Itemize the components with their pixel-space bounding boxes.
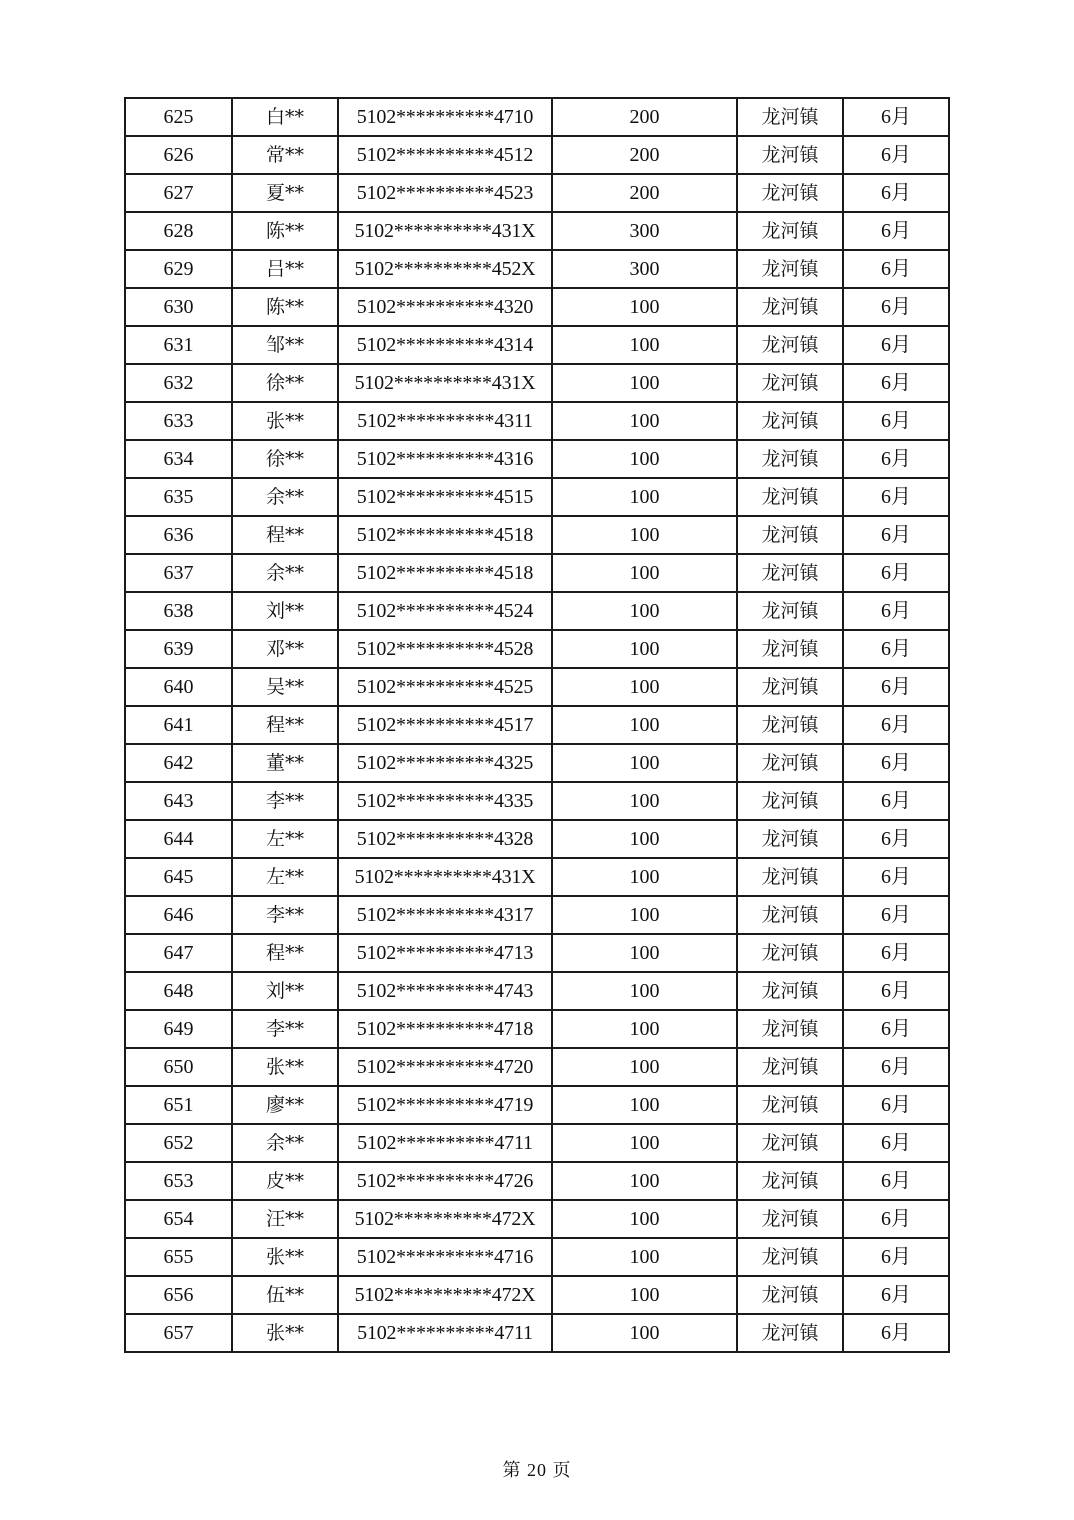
cell-month: 6月 (843, 858, 949, 896)
table-row (125, 1010, 949, 1048)
cell-town: 龙河镇 (737, 592, 843, 630)
cell-town: 龙河镇 (737, 326, 843, 364)
cell-id-number: 5102**********4311 (338, 402, 552, 440)
cell-name: 程** (232, 934, 338, 972)
cell-town: 龙河镇 (737, 782, 843, 820)
cell-town: 龙河镇 (737, 288, 843, 326)
cell-month: 6月 (843, 896, 949, 934)
cell-id-number: 5102**********4524 (338, 592, 552, 630)
cell-town: 龙河镇 (737, 554, 843, 592)
cell-amount: 100 (552, 668, 737, 706)
cell-month: 6月 (843, 630, 949, 668)
cell-name: 汪** (232, 1200, 338, 1238)
cell-amount: 100 (552, 1314, 737, 1352)
table-body (125, 98, 949, 1352)
cell-id-number: 5102**********4726 (338, 1162, 552, 1200)
cell-seq: 638 (125, 592, 232, 630)
cell-seq: 642 (125, 744, 232, 782)
cell-id-number: 5102**********4710 (338, 98, 552, 136)
cell-town: 龙河镇 (737, 1086, 843, 1124)
cell-name: 吕** (232, 250, 338, 288)
cell-id-number: 5102**********4719 (338, 1086, 552, 1124)
cell-id-number: 5102**********472X (338, 1200, 552, 1238)
cell-amount: 100 (552, 288, 737, 326)
cell-amount: 100 (552, 478, 737, 516)
cell-amount: 100 (552, 1276, 737, 1314)
cell-seq: 652 (125, 1124, 232, 1162)
cell-id-number: 5102**********4716 (338, 1238, 552, 1276)
table-row (125, 782, 949, 820)
cell-name: 伍** (232, 1276, 338, 1314)
cell-month: 6月 (843, 1086, 949, 1124)
cell-id-number: 5102**********4316 (338, 440, 552, 478)
cell-town: 龙河镇 (737, 478, 843, 516)
cell-id-number: 5102**********4711 (338, 1124, 552, 1162)
page-number: 第 20 页 (502, 1460, 572, 1480)
cell-amount: 100 (552, 744, 737, 782)
table-row (125, 98, 949, 136)
cell-name: 张** (232, 1238, 338, 1276)
cell-id-number: 5102**********4720 (338, 1048, 552, 1086)
subsidy-table (124, 97, 950, 1353)
cell-id-number: 5102**********4518 (338, 516, 552, 554)
cell-month: 6月 (843, 212, 949, 250)
cell-name: 常** (232, 136, 338, 174)
table-row (125, 744, 949, 782)
cell-month: 6月 (843, 1200, 949, 1238)
cell-id-number: 5102**********4320 (338, 288, 552, 326)
cell-month: 6月 (843, 1314, 949, 1352)
cell-name: 皮** (232, 1162, 338, 1200)
cell-id-number: 5102**********4523 (338, 174, 552, 212)
cell-town: 龙河镇 (737, 630, 843, 668)
cell-seq: 627 (125, 174, 232, 212)
cell-month: 6月 (843, 250, 949, 288)
cell-month: 6月 (843, 288, 949, 326)
cell-name: 徐** (232, 364, 338, 402)
cell-seq: 655 (125, 1238, 232, 1276)
cell-id-number: 5102**********4525 (338, 668, 552, 706)
cell-town: 龙河镇 (737, 174, 843, 212)
cell-name: 余** (232, 554, 338, 592)
cell-seq: 643 (125, 782, 232, 820)
cell-town: 龙河镇 (737, 364, 843, 402)
cell-month: 6月 (843, 934, 949, 972)
cell-name: 吴** (232, 668, 338, 706)
cell-seq: 649 (125, 1010, 232, 1048)
cell-amount: 100 (552, 1238, 737, 1276)
cell-month: 6月 (843, 554, 949, 592)
table-row (125, 706, 949, 744)
cell-seq: 630 (125, 288, 232, 326)
cell-seq: 648 (125, 972, 232, 1010)
cell-month: 6月 (843, 440, 949, 478)
table-row (125, 972, 949, 1010)
cell-seq: 641 (125, 706, 232, 744)
cell-id-number: 5102**********4317 (338, 896, 552, 934)
cell-month: 6月 (843, 98, 949, 136)
cell-id-number: 5102**********4328 (338, 820, 552, 858)
cell-seq: 650 (125, 1048, 232, 1086)
cell-seq: 640 (125, 668, 232, 706)
cell-month: 6月 (843, 516, 949, 554)
cell-month: 6月 (843, 668, 949, 706)
cell-name: 程** (232, 516, 338, 554)
cell-town: 龙河镇 (737, 820, 843, 858)
cell-name: 刘** (232, 592, 338, 630)
cell-name: 余** (232, 478, 338, 516)
cell-seq: 657 (125, 1314, 232, 1352)
table-row (125, 212, 949, 250)
table-row (125, 288, 949, 326)
cell-name: 陈** (232, 288, 338, 326)
cell-seq: 647 (125, 934, 232, 972)
cell-amount: 100 (552, 782, 737, 820)
table-row (125, 1086, 949, 1124)
cell-town: 龙河镇 (737, 668, 843, 706)
cell-month: 6月 (843, 1010, 949, 1048)
cell-seq: 634 (125, 440, 232, 478)
cell-amount: 100 (552, 1010, 737, 1048)
cell-town: 龙河镇 (737, 706, 843, 744)
cell-town: 龙河镇 (737, 1314, 843, 1352)
cell-amount: 300 (552, 250, 737, 288)
cell-id-number: 5102**********4528 (338, 630, 552, 668)
table-row (125, 1162, 949, 1200)
cell-seq: 632 (125, 364, 232, 402)
cell-town: 龙河镇 (737, 1162, 843, 1200)
cell-id-number: 5102**********431X (338, 858, 552, 896)
cell-seq: 656 (125, 1276, 232, 1314)
cell-seq: 654 (125, 1200, 232, 1238)
table-row (125, 592, 949, 630)
cell-id-number: 5102**********431X (338, 364, 552, 402)
cell-month: 6月 (843, 1048, 949, 1086)
cell-id-number: 5102**********472X (338, 1276, 552, 1314)
cell-seq: 625 (125, 98, 232, 136)
cell-name: 邹** (232, 326, 338, 364)
cell-amount: 100 (552, 1048, 737, 1086)
table-row (125, 402, 949, 440)
table-row (125, 934, 949, 972)
cell-amount: 100 (552, 896, 737, 934)
cell-seq: 646 (125, 896, 232, 934)
cell-amount: 200 (552, 174, 737, 212)
cell-id-number: 5102**********431X (338, 212, 552, 250)
cell-month: 6月 (843, 1162, 949, 1200)
cell-amount: 100 (552, 1162, 737, 1200)
cell-name: 李** (232, 1010, 338, 1048)
table-row (125, 136, 949, 174)
cell-seq: 637 (125, 554, 232, 592)
cell-amount: 200 (552, 98, 737, 136)
table-row (125, 174, 949, 212)
cell-name: 左** (232, 858, 338, 896)
cell-amount: 100 (552, 326, 737, 364)
cell-id-number: 5102**********4314 (338, 326, 552, 364)
cell-name: 廖** (232, 1086, 338, 1124)
cell-amount: 100 (552, 516, 737, 554)
cell-name: 刘** (232, 972, 338, 1010)
cell-name: 李** (232, 782, 338, 820)
cell-month: 6月 (843, 326, 949, 364)
cell-id-number: 5102**********4518 (338, 554, 552, 592)
cell-name: 徐** (232, 440, 338, 478)
table-row (125, 554, 949, 592)
cell-town: 龙河镇 (737, 1200, 843, 1238)
table-row (125, 516, 949, 554)
cell-town: 龙河镇 (737, 212, 843, 250)
table-row (125, 668, 949, 706)
cell-month: 6月 (843, 174, 949, 212)
cell-amount: 200 (552, 136, 737, 174)
cell-name: 白** (232, 98, 338, 136)
cell-amount: 100 (552, 402, 737, 440)
cell-amount: 100 (552, 592, 737, 630)
cell-name: 张** (232, 1048, 338, 1086)
cell-town: 龙河镇 (737, 402, 843, 440)
cell-amount: 100 (552, 630, 737, 668)
cell-town: 龙河镇 (737, 98, 843, 136)
table-row (125, 1314, 949, 1352)
table-row (125, 1048, 949, 1086)
cell-town: 龙河镇 (737, 972, 843, 1010)
cell-town: 龙河镇 (737, 858, 843, 896)
cell-month: 6月 (843, 1238, 949, 1276)
cell-id-number: 5102**********4325 (338, 744, 552, 782)
cell-amount: 300 (552, 212, 737, 250)
cell-month: 6月 (843, 1124, 949, 1162)
cell-amount: 100 (552, 858, 737, 896)
cell-seq: 635 (125, 478, 232, 516)
table-row (125, 478, 949, 516)
cell-seq: 626 (125, 136, 232, 174)
cell-month: 6月 (843, 136, 949, 174)
cell-amount: 100 (552, 1124, 737, 1162)
cell-name: 左** (232, 820, 338, 858)
cell-seq: 651 (125, 1086, 232, 1124)
cell-month: 6月 (843, 1276, 949, 1314)
cell-amount: 100 (552, 364, 737, 402)
cell-name: 邓** (232, 630, 338, 668)
cell-town: 龙河镇 (737, 440, 843, 478)
cell-seq: 629 (125, 250, 232, 288)
cell-month: 6月 (843, 820, 949, 858)
cell-town: 龙河镇 (737, 1048, 843, 1086)
cell-amount: 100 (552, 820, 737, 858)
cell-seq: 639 (125, 630, 232, 668)
cell-seq: 636 (125, 516, 232, 554)
cell-town: 龙河镇 (737, 934, 843, 972)
cell-month: 6月 (843, 972, 949, 1010)
cell-id-number: 5102**********4515 (338, 478, 552, 516)
table-row (125, 896, 949, 934)
cell-name: 董** (232, 744, 338, 782)
cell-month: 6月 (843, 782, 949, 820)
table-row (125, 858, 949, 896)
cell-month: 6月 (843, 402, 949, 440)
cell-town: 龙河镇 (737, 1276, 843, 1314)
cell-month: 6月 (843, 706, 949, 744)
cell-amount: 100 (552, 972, 737, 1010)
cell-month: 6月 (843, 364, 949, 402)
cell-seq: 653 (125, 1162, 232, 1200)
cell-town: 龙河镇 (737, 744, 843, 782)
table-row (125, 820, 949, 858)
cell-amount: 100 (552, 706, 737, 744)
cell-town: 龙河镇 (737, 136, 843, 174)
cell-seq: 645 (125, 858, 232, 896)
cell-amount: 100 (552, 440, 737, 478)
cell-seq: 631 (125, 326, 232, 364)
cell-id-number: 5102**********4512 (338, 136, 552, 174)
cell-town: 龙河镇 (737, 250, 843, 288)
cell-name: 陈** (232, 212, 338, 250)
table-row (125, 440, 949, 478)
cell-town: 龙河镇 (737, 1238, 843, 1276)
cell-month: 6月 (843, 592, 949, 630)
cell-town: 龙河镇 (737, 1124, 843, 1162)
cell-id-number: 5102**********452X (338, 250, 552, 288)
cell-id-number: 5102**********4743 (338, 972, 552, 1010)
cell-town: 龙河镇 (737, 1010, 843, 1048)
cell-name: 余** (232, 1124, 338, 1162)
cell-amount: 100 (552, 1200, 737, 1238)
cell-name: 夏** (232, 174, 338, 212)
cell-seq: 628 (125, 212, 232, 250)
cell-month: 6月 (843, 478, 949, 516)
table-row (125, 1124, 949, 1162)
table-row (125, 250, 949, 288)
cell-amount: 100 (552, 554, 737, 592)
cell-name: 张** (232, 402, 338, 440)
cell-amount: 100 (552, 1086, 737, 1124)
cell-id-number: 5102**********4711 (338, 1314, 552, 1352)
table-row (125, 1276, 949, 1314)
table-row (125, 364, 949, 402)
cell-seq: 644 (125, 820, 232, 858)
cell-month: 6月 (843, 744, 949, 782)
cell-id-number: 5102**********4718 (338, 1010, 552, 1048)
cell-name: 张** (232, 1314, 338, 1352)
cell-id-number: 5102**********4713 (338, 934, 552, 972)
table-row (125, 630, 949, 668)
cell-id-number: 5102**********4517 (338, 706, 552, 744)
cell-seq: 633 (125, 402, 232, 440)
cell-amount: 100 (552, 934, 737, 972)
cell-id-number: 5102**********4335 (338, 782, 552, 820)
table-row (125, 1200, 949, 1238)
cell-town: 龙河镇 (737, 516, 843, 554)
table-row (125, 326, 949, 364)
cell-town: 龙河镇 (737, 896, 843, 934)
cell-name: 程** (232, 706, 338, 744)
table-row (125, 1238, 949, 1276)
cell-name: 李** (232, 896, 338, 934)
